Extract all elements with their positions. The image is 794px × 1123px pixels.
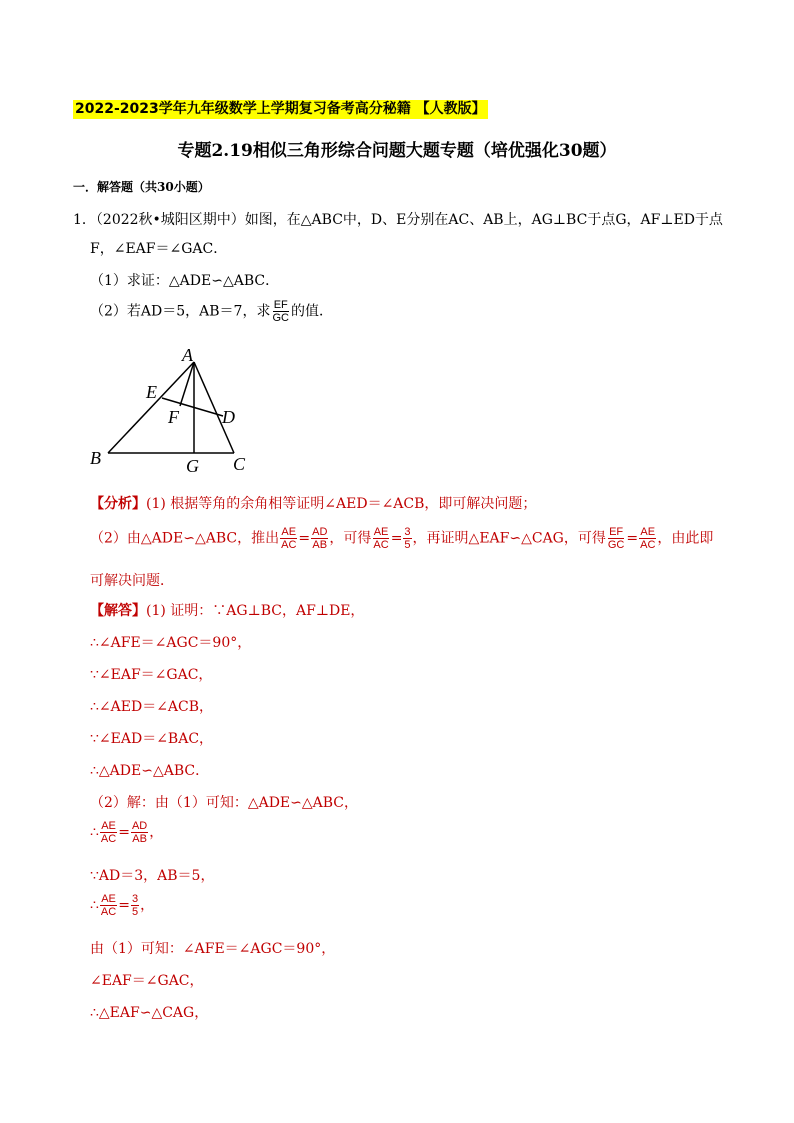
- solution-line-11: 由（1）可知：∠AFE＝∠AGC＝90°，: [90, 941, 336, 957]
- page-title: 专题2.19相似三角形综合问题大题专题（培优强化30题）: [177, 141, 617, 161]
- question-line-1: 1．（2022秋•城阳区期中）如图，在△ABC中，D、E分别在AC、AB上，AG⊥BC于点G，AF⊥ED于点: [73, 212, 723, 228]
- question-part-1: （1）求证：△ADE∽△ABC．: [90, 273, 280, 289]
- solution-tag: 【解答】: [90, 603, 146, 619]
- solution-line-6: ∴△ADE∽△ABC．: [90, 763, 210, 779]
- label-g: G: [186, 456, 199, 476]
- fraction-ef-gc: $\frac{EF}{GC}$: [272, 299, 289, 324]
- solution-line-8: ∴ $\frac{AE}{AC}$ = $\frac{AD}{AB}$ ，: [90, 820, 164, 845]
- solution-line-1: 【解答】(1) 证明：∵AG⊥BC，AF⊥DE，: [90, 603, 365, 619]
- fraction: $\frac{3}{5}$: [131, 893, 139, 918]
- solution-line-13: ∴△EAF∽△CAG，: [90, 1005, 209, 1021]
- solution-line-5: ∵∠EAD＝∠BAC，: [90, 731, 214, 747]
- question-part-2: （2）若AD＝5，AB＝7，求 $\frac{EF}{GC}$ 的值．: [90, 299, 333, 324]
- solution-line-9: ∵AD＝3，AB＝5，: [90, 868, 215, 884]
- fraction: $\frac{EF}{GC}$: [607, 526, 625, 551]
- series-banner: 2022-2023学年九年级数学上学期复习备考高分秘籍 【人教版】: [75, 101, 486, 117]
- fraction: $\frac{AE}{AC}$: [100, 820, 117, 845]
- fraction: $\frac{AD}{AB}$: [312, 526, 328, 551]
- fraction: $\frac{AE}{AC}$: [373, 526, 389, 551]
- triangle-figure: [84, 340, 264, 480]
- fraction: $\frac{3}{5}$: [404, 526, 411, 551]
- solution-line-2: ∴∠AFE＝∠AGC＝90°，: [90, 635, 252, 651]
- label-e: E: [146, 382, 157, 402]
- analysis-line-1: 【分析】(1) 根据等角的余角相等证明∠AED＝∠ACB，即可解决问题；: [90, 496, 537, 512]
- fraction: $\frac{AD}{AB}$: [131, 820, 148, 845]
- label-d: D: [222, 407, 235, 427]
- solution-line-4: ∴∠AED＝∠ACB，: [90, 699, 214, 715]
- solution-line-12: ∠EAF＝∠GAC，: [90, 973, 204, 989]
- analysis-line-2: （2）由△ADE∽△ABC，推出 $\frac{AE}{AC}$ = $\frac{AD}{AB}$ ，可得 $\frac{AE}{AC}$ = $\frac{3}{5}$ ，再证明△EAF∽△CAG，可得 $\frac{EF}{GC}$ = $\frac{AE}{AC}$ ，由此即: [90, 526, 714, 551]
- label-a: A: [182, 345, 193, 365]
- segment-ab: [108, 362, 194, 453]
- analysis-line-3: 可解决问题．: [90, 573, 174, 589]
- fraction: $\frac{AE}{AC}$: [100, 893, 117, 918]
- solution-line-7: （2）解：由（1）可知：△ADE∽△ABC，: [90, 795, 359, 811]
- section-heading: 一．解答题（共30小题）: [73, 180, 210, 194]
- question-line-2: F，∠EAF＝∠GAC．: [90, 241, 228, 257]
- analysis-tag: 【分析】: [90, 496, 146, 512]
- solution-line-10: ∴ $\frac{AE}{AC}$ = $\frac{3}{5}$ ，: [90, 893, 155, 918]
- label-c: C: [233, 454, 246, 474]
- question-part-2-text: （2）若AD＝5，AB＝7，求: [90, 303, 271, 320]
- label-f: F: [168, 407, 179, 427]
- solution-line-3: ∵∠EAF＝∠GAC，: [90, 667, 213, 683]
- fraction: $\frac{AE}{AC}$: [281, 526, 297, 551]
- fraction: $\frac{AE}{AC}$: [640, 526, 656, 551]
- label-b: B: [90, 448, 101, 468]
